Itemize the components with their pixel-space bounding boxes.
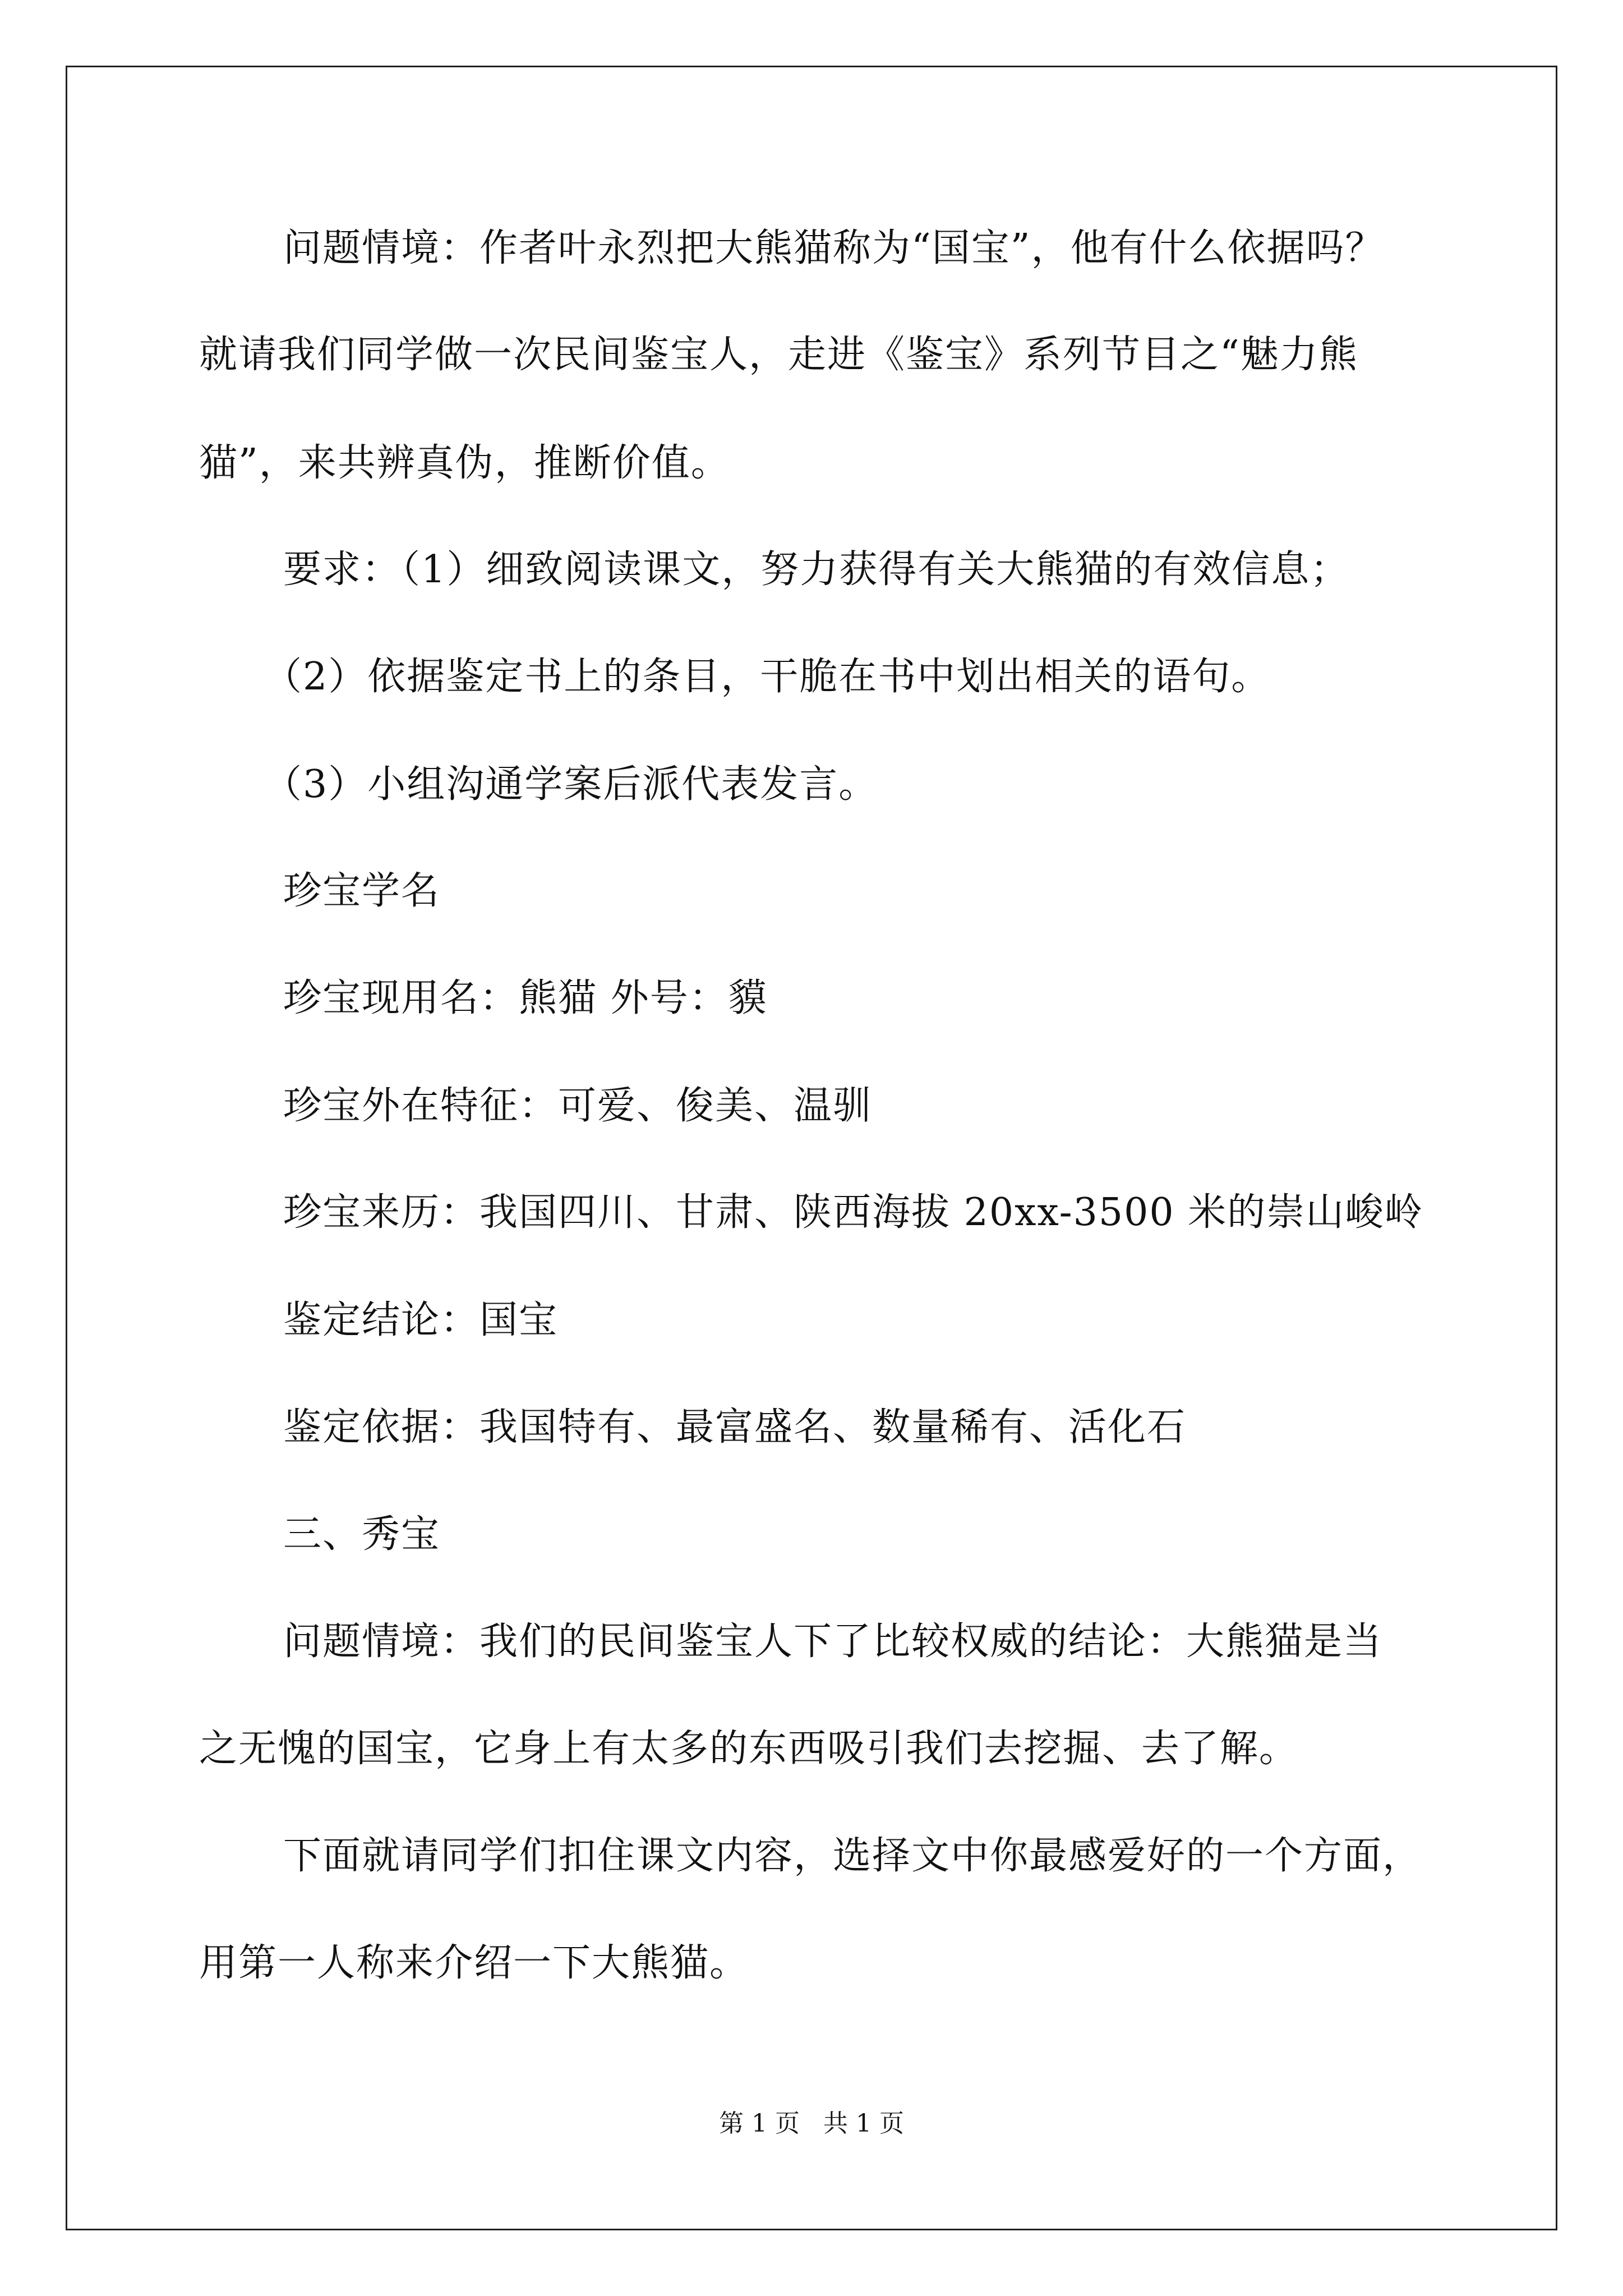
paragraph-line: 珍宝外在特征：可爱、俊美、温驯	[283, 1084, 873, 1128]
paragraph-line: 下面就请同学们扣住课文内容，选择文中你最感爱好的一个方面，	[283, 1834, 1422, 1878]
page-number-footer: 第 1 页 共 1 页	[719, 2109, 904, 2138]
paragraph-line: 问题情境：我们的民间鉴宝人下了比较权威的结论：大熊猫是当	[283, 1619, 1383, 1664]
paragraph-line: 要求：（1）细致阅读课文，努力获得有关大熊猫的有效信息；	[283, 547, 1350, 592]
paragraph-line: 珍宝来历：我国四川、甘肃、陕西海拔 20xx-3500 米的崇山峻岭	[283, 1190, 1424, 1235]
paragraph-line: 之无愧的国宝，它身上有太多的东西吸引我们去挖掘、去了解。	[199, 1727, 1299, 1771]
paragraph-line: 用第一人称来介绍一下大熊猫。	[199, 1941, 749, 1985]
section-heading: 三、秀宝	[283, 1512, 441, 1557]
paragraph-line: （3）小组沟通学案后派代表发言。	[264, 762, 878, 807]
paragraph-line: 鉴定依据：我国特有、最富盛名、数量稀有、活化石	[283, 1405, 1187, 1450]
paragraph-line: 就请我们同学做一次民间鉴宝人，走进《鉴宝》系列节目之“魅力熊	[199, 333, 1358, 377]
paragraph-line: 珍宝现用名：熊猫 外号：貘	[283, 976, 768, 1020]
paragraph-line: 鉴定结论：国宝	[283, 1298, 559, 1342]
paragraph-line: （2）依据鉴定书上的条目，干脆在书中划出相关的语句。	[264, 655, 1271, 699]
paragraph-line: 问题情境：作者叶永烈把大熊猫称为“国宝”，他有什么依据吗？	[283, 226, 1385, 270]
paragraph-line: 猫”，来共辨真伪，推断价值。	[199, 441, 730, 485]
page-border	[66, 66, 1557, 2230]
heading-line: 珍宝学名	[283, 869, 441, 913]
